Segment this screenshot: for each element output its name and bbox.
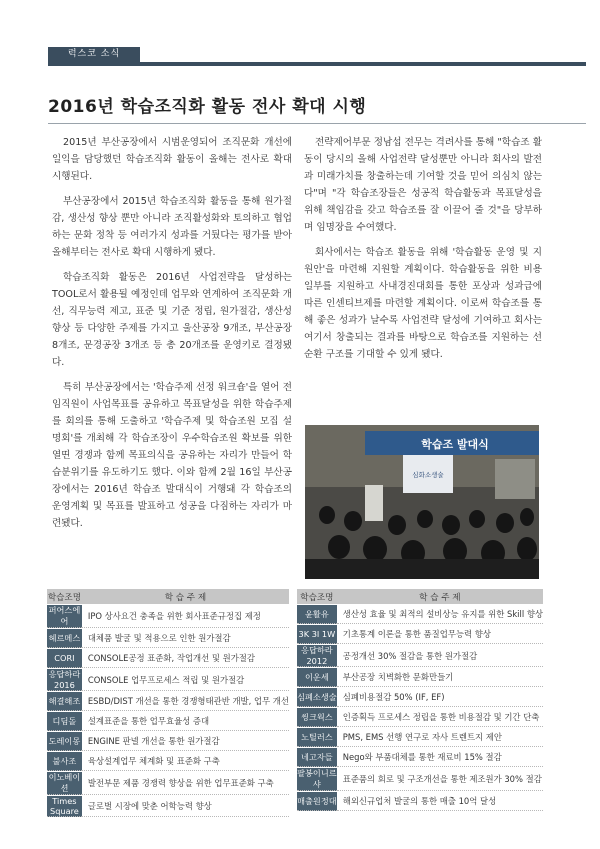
header-team: 학습조명 [297,589,337,604]
task-topic: ESBD/DIST 개선을 통한 경쟁형태관반 개발, 업무 개선 [82,692,289,711]
task-topic: 글로벌 시장에 맞춘 어학능력 향상 [82,796,289,817]
team-name: 헤르메스 [47,629,82,648]
team-name: 씽크웍스 [297,708,337,727]
task-topic: ENGINE 판넬 개선을 통한 원가절감 [82,732,289,751]
paragraph: 회사에서는 학습조 활동을 위해 '학습활동 운영 및 지원안'을 마련해 지원할 계획이다. 학습활동을 위한 비용 일부를 지원하고 사내경진대회를 통한 포상과 성과급에 따른 인센티브제를 마련할 계획이다. 이로써 학습조를 통해 좋은 성과가 날수록 사업전략 달성에 기여하고 회사는 여기서 창출되는 결과를 바탕으로 학습조를 지원하는 선순환 구조를 기대할 수 있게 됐다. [304,247,542,360]
title-divider [48,123,586,124]
team-name: 팔봉이니르샤 [297,768,337,789]
team-name: 해결해조 [47,692,82,711]
table-row [47,796,289,817]
task-topic: CONSOLE 업무프로세스 적립 및 원가절감 [82,669,289,691]
table-row [47,649,289,668]
task-topic: 기초통계 이론을 통한 품질업무능력 향상 [337,625,543,644]
paragraph: 부산공장에서 2015년 학습조직화 활동을 통해 원가절감, 생산성 향상 뿐만 아니라 조직활성화와 토의하고 협업하는 문화 정착 등 여러가지 성과를 거뒀다는 평가를 받아 올해부터는 전사로 확대 시행하게 됐다. [52,196,292,258]
table-row [297,728,543,747]
table-row [47,629,289,648]
table-row [47,752,289,771]
team-name: 응답하라 2012 [297,645,337,667]
table-row [297,645,543,667]
header-topic: 학 습 주 제 [82,589,289,604]
task-topic: 해외신규업처 발굴의 통한 매출 10억 달성 [337,792,543,811]
team-name: 도레이몽 [47,732,82,751]
task-topic: 설계표준을 통한 업무효율성 증대 [82,712,289,731]
table-row [297,748,543,767]
table-row [47,772,289,795]
section-label: 럭스코 소식 [48,47,140,62]
task-topic: PMS, EMS 선행 연구로 자사 트렌트지 제안 [337,728,543,747]
team-name: 이운세 [297,668,337,687]
header-topic: 학 습 주 제 [337,589,543,604]
team-name: 노틸러스 [297,728,337,747]
table-row [297,792,543,811]
table-row [297,768,543,791]
screen-text: 심화소생술 [412,471,444,479]
table-row [297,668,543,687]
team-name: 퍼어스에어 [48,605,81,626]
table-row [297,688,543,707]
paragraph: 특히 부산공장에서는 '학습주제 선정 워크숍'을 열어 전 임직원이 사업목표를 공유하고 목표달성을 위한 학습주제를 회의를 통해 도출하고 '학습주제 및 학습조원 모집 설명회'를 개최해 각 학습조장이 우수학습조원 확보를 위한 열띤 경쟁과 함께 목표의식을 공유하는 자리가 만들어 학습분위기를 유도하기도 했다. 이와 함께 2월 16일 부산공장에서는 2016년 학습조 발대식이 거행돼 각 학습조의 운영계획 및 목표를 발표하고 성공을 다짐하는 자리가 마련됐다. [52,382,292,529]
header-rule [48,62,586,66]
table-header-row [47,589,289,604]
team-name: 응답하라 2016 [48,669,81,690]
table-row [47,692,289,711]
team-name: 불사조 [47,752,82,771]
task-topic: 공정개선 30% 절감을 통한 원가절감 [337,645,543,667]
team-name: 윤활유 [297,605,337,624]
team-name: 네고자들 [297,748,337,767]
article-title: 2016년 학습조직화 활동 전사 확대 시행 [48,97,367,117]
table-header-row [297,589,543,604]
task-topic: 심폐비용절감 50% (IF, EF) [337,688,543,707]
table-row [297,708,543,727]
task-topic: 대체품 발굴 및 적용으로 인한 원가절감 [82,629,289,648]
task-topic: 생산성 효율 및 최적의 설비상능 유지를 위한 Skill 향상 [337,605,543,624]
paragraph: 2015년 부산공장에서 시범운영되어 조직문화 개선에 일익을 담당했던 학습조직화 활동이 올해는 전사로 확대 시행된다. [52,137,292,182]
banner-text: 학습조 발대식 [421,438,489,451]
task-topic: 육상설계업무 체계화 및 표준화 구축 [82,752,289,771]
right-column [304,134,542,371]
task-table-right [297,588,543,812]
task-topic: Nego와 부품대체를 통한 재료비 15% 절감 [337,748,543,767]
task-topic: 표준품의 회로 및 구조개선을 통한 제조원가 30% 절감 [337,768,543,791]
team-name: 3K 3I 1W [297,625,337,644]
table-row [47,669,289,691]
left-column [52,134,292,540]
team-name: 심폐소생술 [297,688,337,707]
table-row [297,605,543,624]
table-row [47,605,289,628]
task-topic: CONSOLE공정 표준화, 작업개선 및 원가절감 [82,649,289,668]
task-topic: 인증획득 프로세스 정립을 통한 비용절감 및 기간 단축 [337,708,543,727]
table-row [47,712,289,731]
paragraph: 전략제어부문 정남섭 전무는 격려사를 통해 "학습조 활동이 당시의 올해 사업전략 달성뿐만 아니라 회사의 발전과 미래가치를 창출하는데 기여할 것을 믿어 의심치 않는다"며 "각 학습조장들은 성공적 학습활동과 목표달성을 위해 책임감을 갖고 학습조를 잘 이끌어 줄 것"을 당부하며 임명장을 수여했다. [304,137,542,233]
task-topic: 부산공장 치벽화한 문화만들기 [337,668,543,687]
ceremony-photo [305,425,539,579]
task-topic: IPO 상사요건 충족을 위한 회사표준규정집 제정 [82,605,289,628]
table-row [297,625,543,644]
team-name: 매출원정대 [297,792,337,811]
task-topic: 발전부문 제품 경쟁력 향상을 위한 업무표준화 구축 [82,772,289,795]
header-team: 학습조명 [47,589,82,604]
ceremony-photo-illustration [305,425,539,579]
team-name: Times Square [47,796,82,817]
team-name: 디딤돌 [47,712,82,731]
team-name: 이노베이션 [48,772,81,793]
task-table-left [47,588,289,818]
table-row [47,732,289,751]
paragraph: 학습조직화 활동은 2016년 사업전략을 달성하는 TOOL로서 활용될 예정인데 업무와 연계하여 조직문화 개선, 직무능력 제고, 표준 및 기준 정립, 원가절감, 생산성 향상 등 다양한 주제를 가지고 울산공장 9개조, 부산공장 8개조, 문경공장 3개조 등 총 20개조를 운영키로 결정됐다. [52,272,292,368]
team-name: CORI [47,649,82,668]
